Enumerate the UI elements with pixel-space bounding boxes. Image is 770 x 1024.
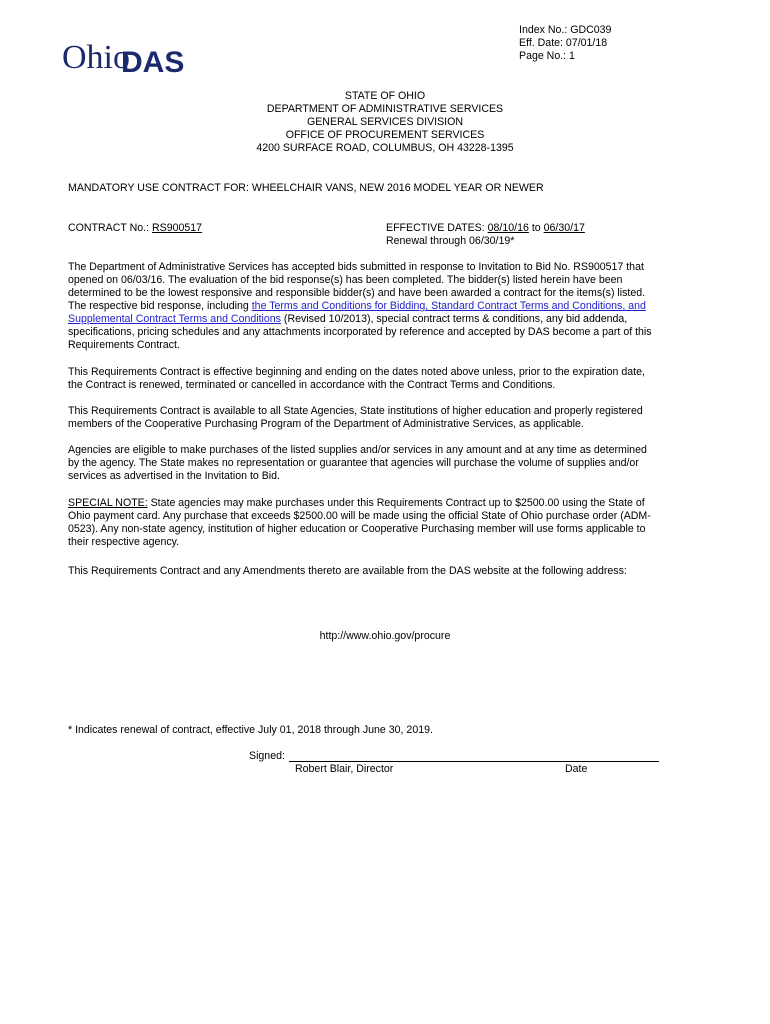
renewal-through: Renewal through 06/30/19* (386, 235, 515, 247)
effective-dates-label: EFFECTIVE DATES: (386, 222, 488, 234)
p4-line: services as advertised in the Invitation to Bid. (68, 470, 280, 482)
paragraph-effective-period (68, 366, 702, 392)
p5-text: State agencies may make purchases under this Requirements Contract up to $2500.00 using the State of (147, 497, 645, 509)
logo-das-text: DAS (121, 46, 185, 79)
agency-address-block (0, 90, 770, 155)
contract-number-label: CONTRACT No.: (68, 222, 152, 234)
paragraph-eligibility (68, 444, 702, 483)
effective-date: Eff. Date: 07/01/18 (519, 37, 608, 49)
signature-line (289, 761, 659, 762)
address-line-state: STATE OF OHIO (344, 90, 426, 102)
special-note-label: SPECIAL NOTE: (68, 497, 148, 509)
page-number: Page No.: 1 (519, 50, 575, 62)
paragraph-das-website (68, 565, 702, 578)
p5-line: 0523). Any non-state agency, institution of higher education or Cooperative Purchasing member will use forms applicable to (68, 523, 646, 535)
p1-line: determined to be the lowest responsive and responsible bidder(s) and have been awarded a contract for the items(s) listed. (68, 287, 646, 299)
logo-ohio-text: Ohio (62, 39, 130, 76)
p1-text: The respective bid response, including (68, 300, 252, 312)
contract-number-line (68, 222, 202, 235)
address-line-department: DEPARTMENT OF ADMINISTRATIVE SERVICES (266, 103, 504, 115)
p1-line: specifications, pricing schedules and any attachments incorporated by reference and accepted by DAS become a part of this (68, 326, 652, 338)
index-number: Index No.: GDC039 (519, 24, 612, 36)
supplemental-terms-link[interactable]: Supplemental Contract Terms and Conditions (68, 313, 281, 325)
p2-line: This Requirements Contract is effective beginning and ending on the dates noted above unless, prior to the expiration date, (68, 366, 645, 378)
ohio-das-logo (62, 32, 185, 79)
effective-end-date: 06/30/17 (543, 222, 585, 234)
p5-line: Ohio payment card. Any purchase that exceeds $2500.00 will be made using the official State of Ohio purchase order (ADM- (68, 510, 651, 522)
dates-to-text: to (528, 222, 544, 234)
p3-line: This Requirements Contract is available to all State Agencies, State institutions of higher education and properly registered (68, 405, 643, 417)
p4-line: by the agency. The State makes no representation or guarantee that agencies will purchase the volume of supplies and/or (68, 457, 639, 469)
p2-line: the Contract is renewed, terminated or cancelled in accordance with the Contract Terms and Conditions. (68, 379, 556, 391)
p1-line: The Department of Administrative Services has accepted bids submitted in response to Invitation to Bid No. RS900517 that (68, 261, 644, 273)
procurement-url: http://www.ohio.gov/procure (319, 630, 451, 642)
renewal-footnote: * Indicates renewal of contract, effective July 01, 2018 through June 30, 2019. (68, 724, 433, 736)
paragraph-availability (68, 405, 702, 431)
address-line-division: GENERAL SERVICES DIVISION (306, 116, 463, 128)
p5-line: their respective agency. (68, 536, 180, 548)
signature-date-label: Date (565, 763, 588, 775)
effective-dates-block (386, 222, 716, 248)
paragraph-special-note (68, 497, 702, 549)
p4-line: Agencies are eligible to make purchases of the listed supplies and/or services in any amount and at any time as determined (68, 444, 647, 456)
p1-line (68, 313, 702, 326)
contract-number: RS900517 (151, 222, 203, 234)
p1-line: Requirements Contract. (68, 339, 180, 351)
p1-line: opened on 06/03/16. The evaluation of the bid response(s) has been completed. The bidder(s) listed herein have been (68, 274, 623, 286)
effective-start-date: 08/10/16 (487, 222, 529, 234)
document-header-meta (519, 24, 719, 63)
director-name: Robert Blair, Director (295, 763, 394, 775)
signed-label: Signed: (249, 750, 285, 762)
p3-line: members of the Cooperative Purchasing Program of the Department of Administrative Services, as applicable. (68, 418, 584, 430)
address-line-office: OFFICE OF PROCUREMENT SERVICES (285, 129, 485, 141)
p1-text: (Revised 10/2013), special contract terms & conditions, any bid addenda, (280, 313, 628, 325)
terms-and-conditions-link[interactable]: the Terms and Conditions for Bidding, Standard Contract Terms and Conditions, and (251, 300, 646, 312)
p6-line: This Requirements Contract and any Amendments thereto are available from the DAS website at the following address: (68, 565, 627, 577)
p1-line (68, 300, 702, 313)
address-line-street: 4200 SURFACE ROAD, COLUMBUS, OH 43228-1395 (256, 142, 514, 154)
p5-line (68, 497, 702, 510)
paragraph-bid-acceptance (68, 261, 702, 352)
mandatory-use-title: MANDATORY USE CONTRACT FOR: WHEELCHAIR VANS, NEW 2016 MODEL YEAR OR NEWER (68, 182, 544, 194)
